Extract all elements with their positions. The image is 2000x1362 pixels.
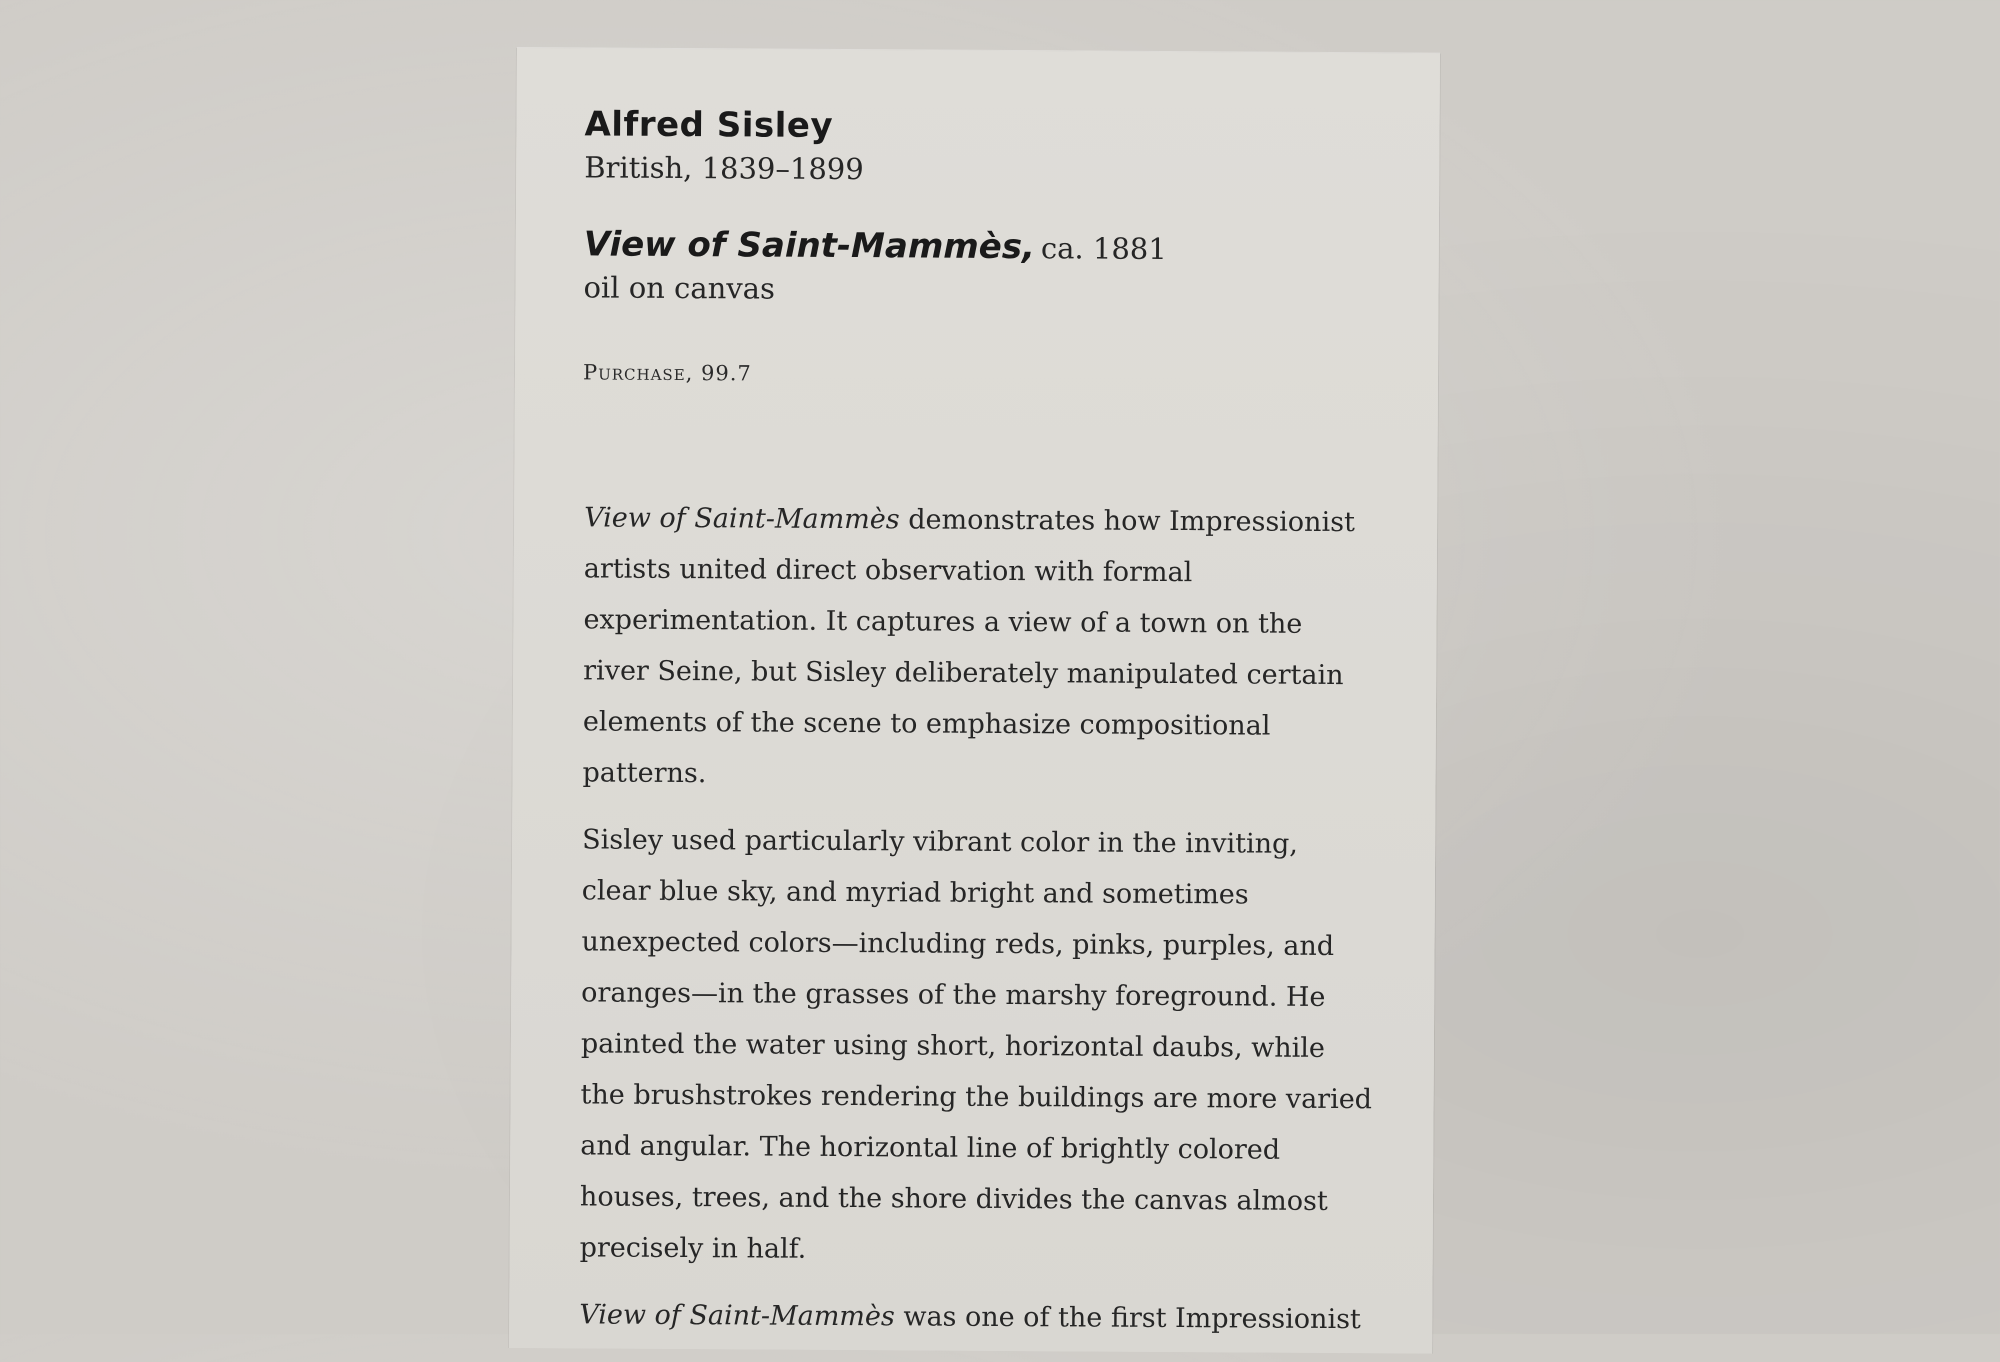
text-line	[579, 1289, 1409, 1345]
italic-title-reference: View of Saint-Mammès	[579, 1299, 895, 1333]
text-line: oranges—in the grasses of the marshy foreground. He	[581, 977, 1326, 1013]
text-line: precisely in half.	[579, 1232, 807, 1265]
description-paragraph	[582, 492, 1414, 803]
artwork-date: ca. 1881	[1040, 231, 1167, 266]
text-line: painted the water using short, horizontal daubs, while	[580, 1028, 1326, 1064]
artwork-medium: oil on canvas	[583, 270, 775, 306]
text-line: Sisley used particularly vibrant color in the inviting,	[582, 824, 1298, 860]
text-line: houses, trees, and the shore divides the canvas almost	[579, 1181, 1328, 1217]
description-paragraph	[580, 814, 1413, 1278]
credit-line: Purchase, 99.7	[582, 360, 752, 386]
text-line	[584, 492, 1414, 548]
artist-nationality-dates: British, 1839–1899	[584, 150, 864, 187]
text-line: clear blue sky, and myriad bright and sometimes	[581, 875, 1249, 911]
text-line: the brushstrokes rendering the buildings are more varied	[580, 1079, 1373, 1116]
text-line-body: was one of the first Impressionist	[894, 1301, 1361, 1336]
text-line: patterns.	[582, 757, 707, 790]
description-paragraph	[579, 1289, 1409, 1345]
text-line: elements of the scene to emphasize compositional	[582, 706, 1271, 742]
text-line: river Seine, but Sisley deliberately manipulated certain	[583, 655, 1344, 692]
italic-title-reference: View of Saint-Mammès	[584, 502, 900, 536]
text-line: artists united direct observation with formal	[583, 553, 1193, 589]
text-line: unexpected colors—including reds, pinks, purples, and	[581, 926, 1335, 963]
artwork-title-line	[584, 224, 1167, 268]
museum-wall-label	[509, 48, 1440, 1354]
text-line: experimentation. It captures a view of a town on the	[583, 604, 1303, 640]
artist-name: Alfred Sisley	[584, 104, 834, 146]
text-line: and angular. The horizontal line of brightly colored	[580, 1130, 1281, 1166]
artwork-title: View of Saint-Mammès,	[583, 224, 1036, 268]
text-line-body: demonstrates how Impressionist	[899, 504, 1355, 539]
label-description	[579, 492, 1414, 1361]
